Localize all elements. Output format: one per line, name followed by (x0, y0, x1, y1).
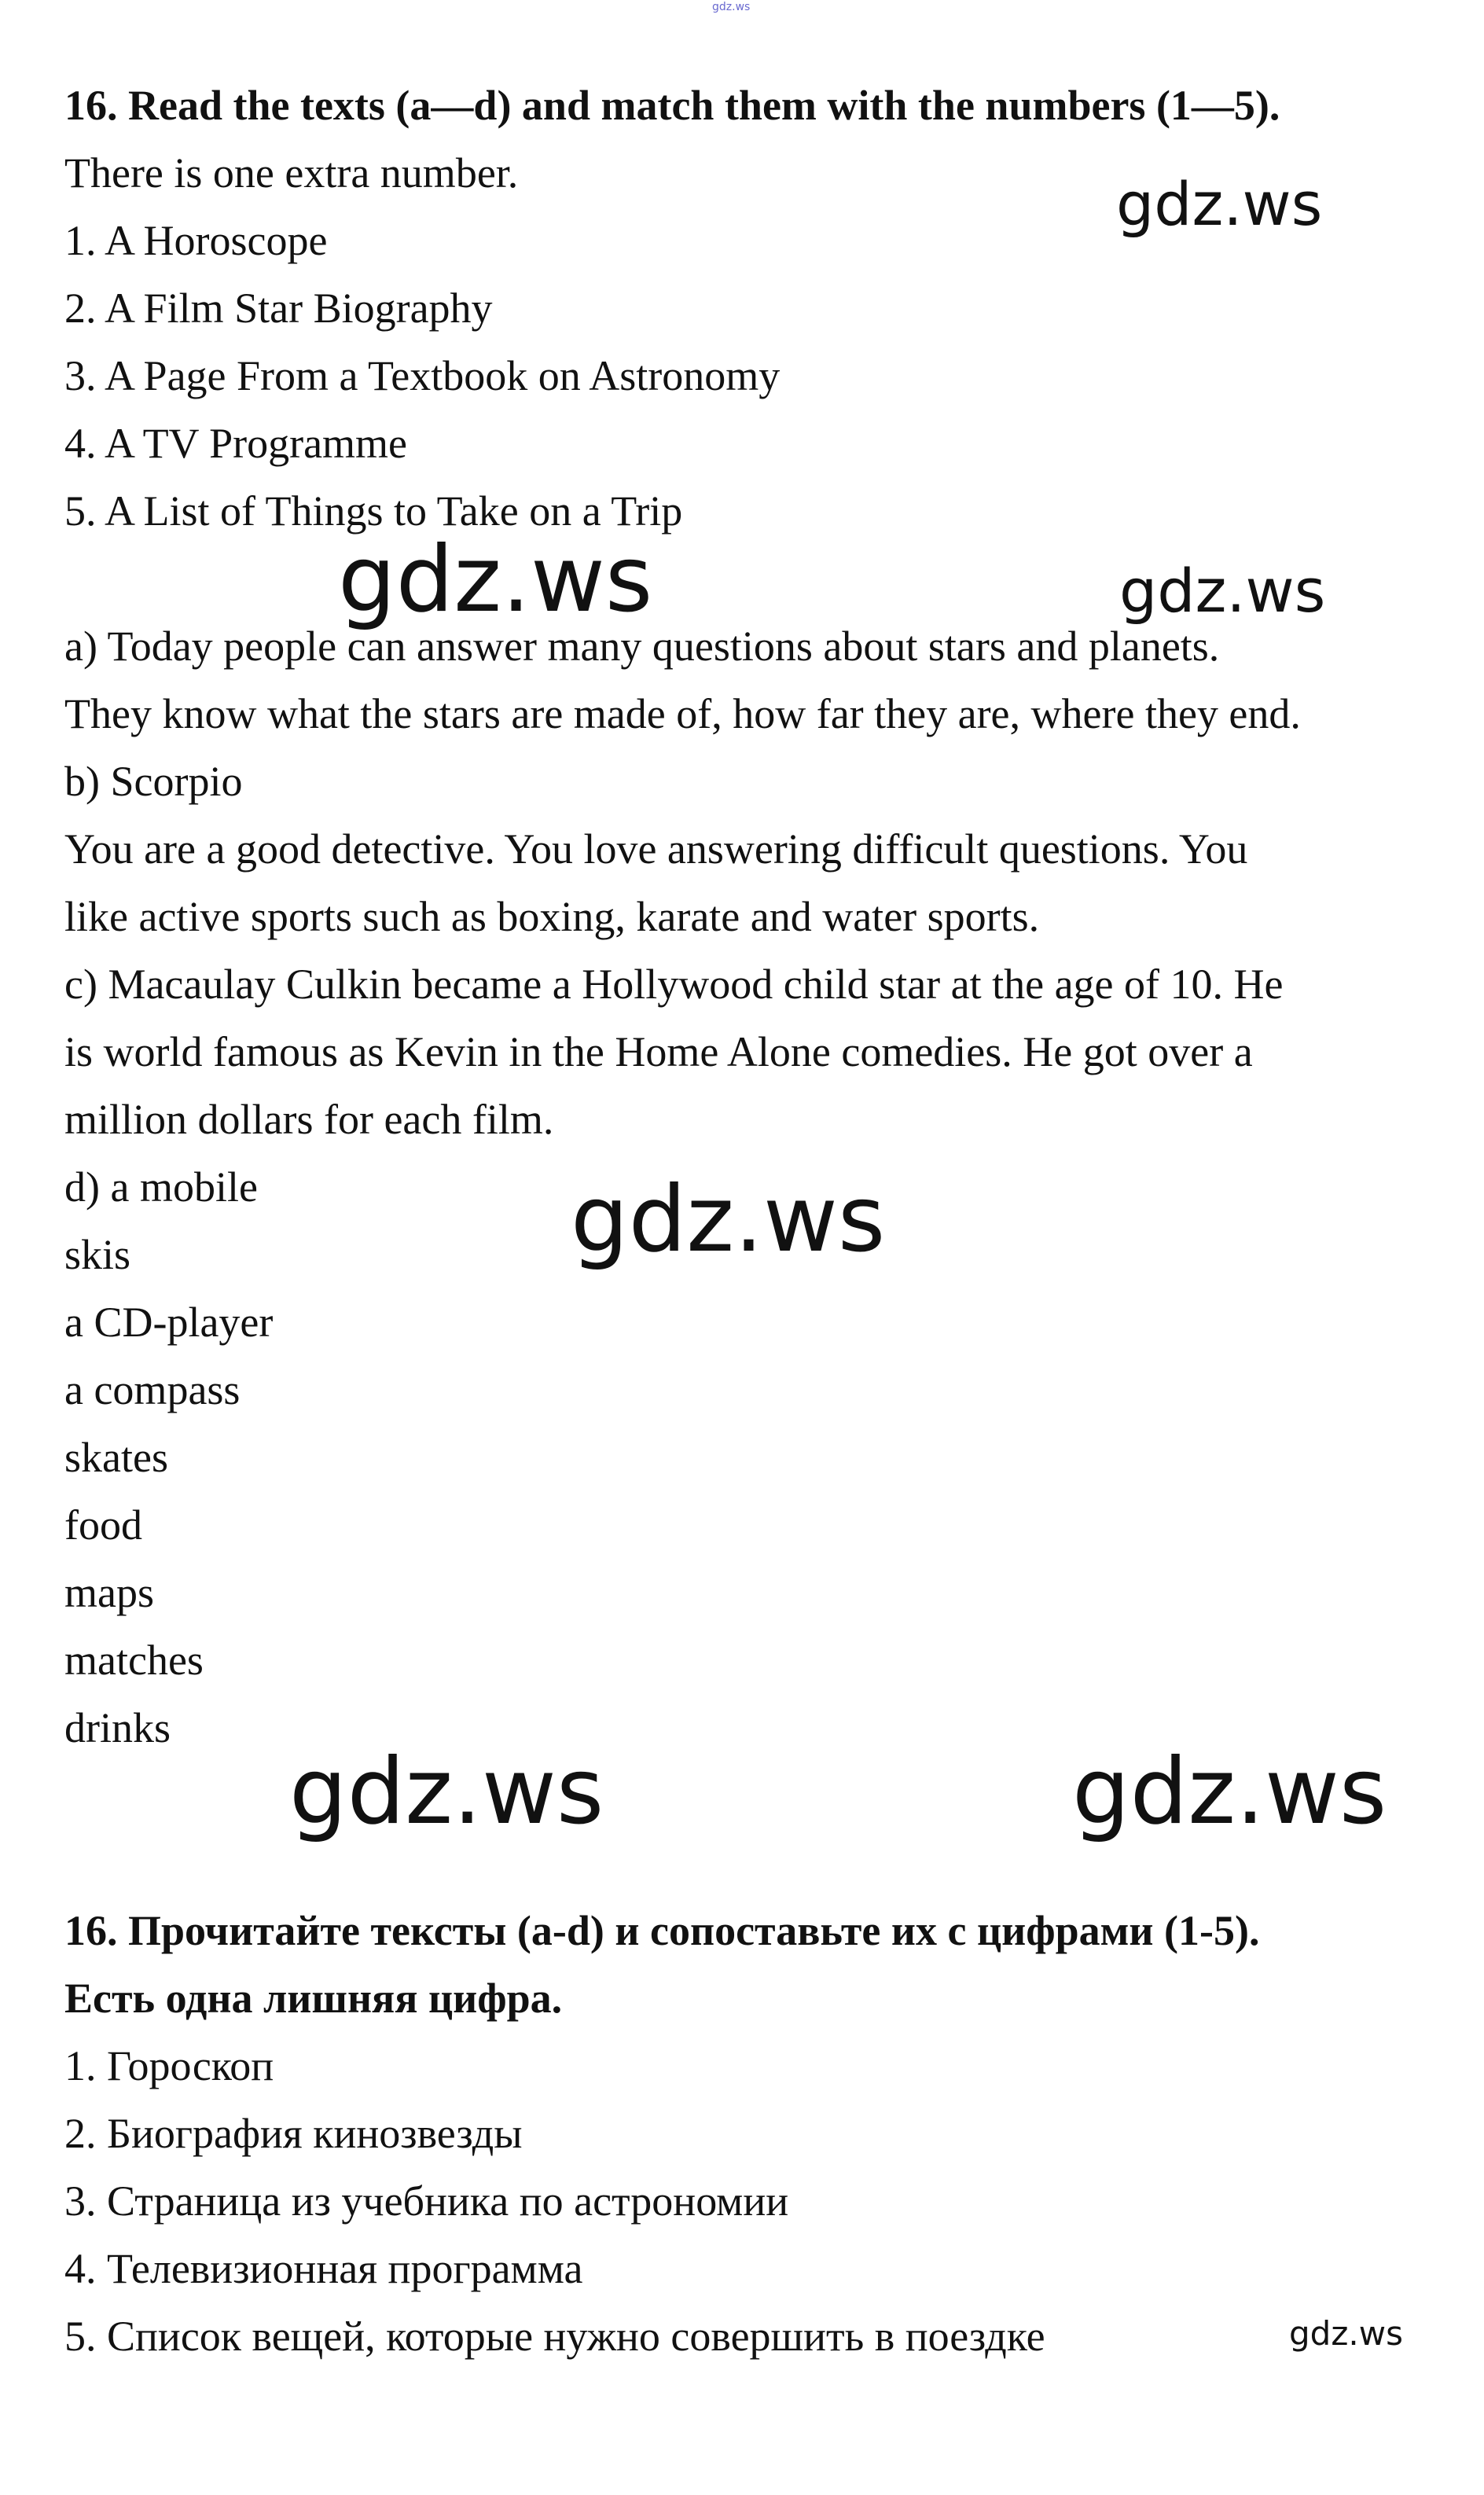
task-subheading: There is one extra number. (64, 149, 519, 197)
text-b-line: b) Scorpio (64, 758, 243, 805)
watermark: gdz.ws (1289, 2314, 1403, 2353)
option-item: 2. A Film Star Biography (64, 285, 493, 332)
option-item-ru: 5. Список вещей, которые нужно совершить в поездке (64, 2313, 1045, 2360)
option-item: 5. A List of Things to Take on a Trip (64, 487, 683, 535)
watermark: gdz.ws (1116, 169, 1323, 239)
text-d-line: food (64, 1501, 142, 1549)
task-heading-ru: Есть одна лишняя цифра. (64, 1975, 563, 2022)
text-d-line: maps (64, 1569, 154, 1616)
option-item-ru: 3. Страница из учебника по астрономии (64, 2177, 789, 2225)
text-d-line: a CD-player (64, 1299, 274, 1346)
watermark-top: gdz.ws (712, 1, 751, 13)
text-d-line: drinks (64, 1704, 171, 1751)
option-item: 4. A TV Programme (64, 420, 408, 467)
option-item-ru: 2. Биография кинозвезды (64, 2110, 523, 2157)
task-heading-ru: 16. Прочитайте тексты (a-d) и сопоставьте их с цифрами (1-5). (64, 1907, 1260, 1954)
option-item-ru: 1. Гороскоп (64, 2042, 274, 2089)
watermark: gdz.ws (289, 1739, 604, 1845)
watermark: gdz.ws (1119, 556, 1326, 626)
text-b-line: You are a good detective. You love answering difficult questions. You (64, 825, 1248, 873)
option-item: 1. A Horoscope (64, 217, 328, 264)
text-d-line: skis (64, 1231, 131, 1278)
text-d-line: a compass (64, 1366, 241, 1413)
text-b-line: like active sports such as boxing, karate and water sports. (64, 893, 1040, 940)
text-c-line: c) Macaulay Culkin became a Hollywood child star at the age of 10. He (64, 961, 1284, 1008)
watermark: gdz.ws (338, 527, 653, 633)
text-d-line: matches (64, 1637, 204, 1684)
watermark: gdz.ws (1072, 1739, 1387, 1845)
text-c-line: million dollars for each film. (64, 1096, 554, 1143)
text-a-line: They know what the stars are made of, how far they are, where they end. (64, 690, 1301, 737)
option-item: 3. A Page From a Textbook on Astronomy (64, 352, 781, 399)
watermark: gdz.ws (571, 1167, 886, 1273)
text-d-line: skates (64, 1434, 168, 1481)
text-c-line: is world famous as Kevin in the Home Alone comedies. He got over a (64, 1028, 1253, 1075)
option-item-ru: 4. Телевизионная программа (64, 2245, 583, 2292)
task-heading: 16. Read the texts (a—d) and match them with the numbers (1—5). (64, 82, 1280, 129)
text-a-line: a) Today people can answer many questions about stars and planets. (64, 623, 1220, 670)
text-d-line: d) a mobile (64, 1163, 258, 1211)
